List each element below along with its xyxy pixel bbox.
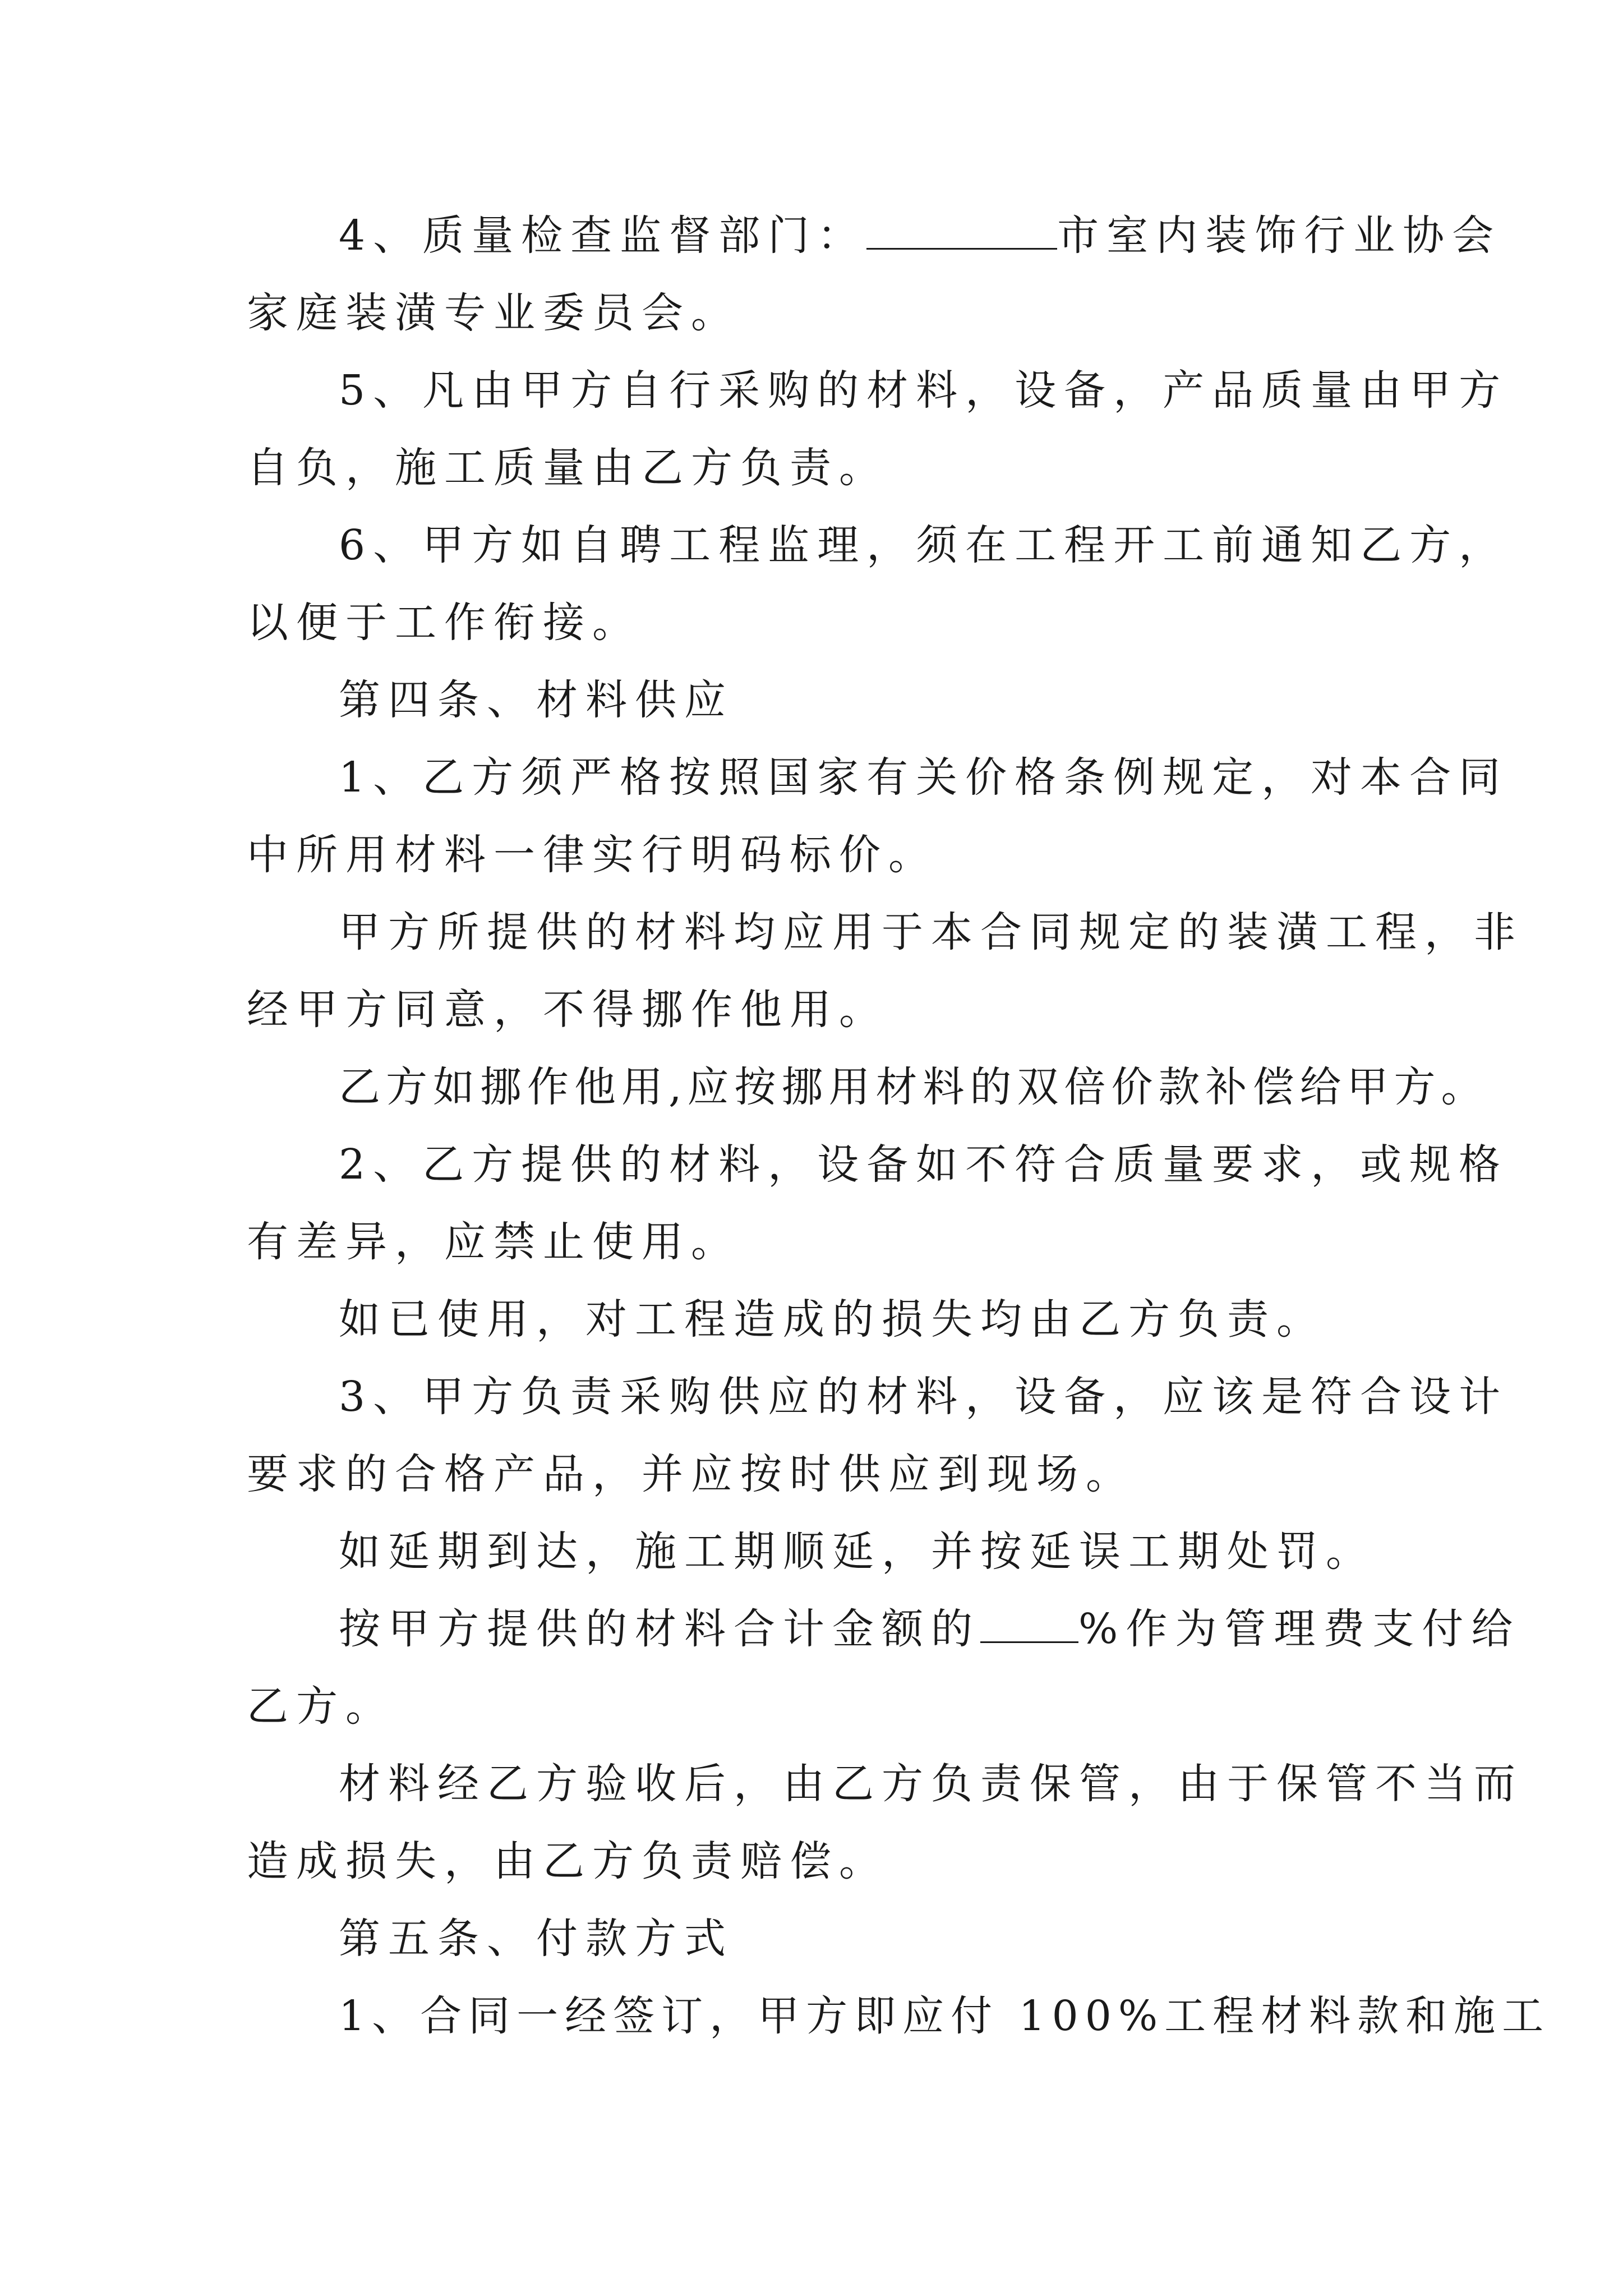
art4-para-c: 如已使用，对工程造成的损失均由乙方负责。	[339, 1295, 1326, 1343]
art4-para-a-line-2: 经甲方同意，不得挪作他用。	[247, 986, 888, 1034]
clause-4-line-1	[339, 209, 1501, 263]
art4-para-e-text-b: %作为管理费支付给	[1078, 1605, 1521, 1653]
clause-5-line-1: 5、凡由甲方自行采购的材料，设备，产品质量由甲方	[339, 366, 1509, 415]
clause-6-line-2: 以便于工作衔接。	[247, 599, 642, 647]
art4-clause-2-line-2: 有差异，应禁止使用。	[247, 1218, 740, 1266]
fill-in-blank-percent	[980, 1605, 1078, 1643]
article-5-heading: 第五条、付款方式	[339, 1915, 734, 1963]
art4-para-f-line-2: 造成损失，由乙方负责赔偿。	[247, 1837, 888, 1885]
clause-4-text-a: 4、质量检查监督部门：	[339, 211, 867, 260]
art4-clause-2-line-1: 2、乙方提供的材料，设备如不符合质量要求，或规格	[339, 1140, 1509, 1189]
art5-clause-1-line-1: 1、合同一经签订，甲方即应付 100%工程材料款和施工	[339, 1992, 1551, 2040]
clause-5-line-2: 自负，施工质量由乙方负责。	[247, 444, 888, 492]
art4-para-f-line-1: 材料经乙方验收后，由乙方负责保管，由于保管不当而	[339, 1760, 1523, 1808]
clause-4-text-b: 市室内装饰行业协会	[1057, 211, 1502, 260]
art4-para-e-line-1	[339, 1602, 1520, 1656]
art4-para-e-line-2: 乙方。	[247, 1682, 395, 1731]
clause-6-line-1: 6、甲方如自聘工程监理，须在工程开工前通知乙方，	[339, 521, 1509, 569]
art4-para-e-text-a: 按甲方提供的材料合计金额的	[339, 1605, 980, 1653]
art4-clause-3-line-1: 3、甲方负责采购供应的材料，设备，应该是符合设计	[339, 1373, 1509, 1421]
art4-clause-3-line-2: 要求的合格产品，并应按时供应到现场。	[247, 1450, 1135, 1498]
article-4-heading: 第四条、材料供应	[339, 676, 734, 724]
clause-4-line-2: 家庭装潢专业委员会。	[247, 289, 740, 337]
fill-in-blank-city	[866, 212, 1057, 250]
art4-clause-1-line-2: 中所用材料一律实行明码标价。	[247, 831, 938, 879]
art4-para-d: 如延期到达，施工期顺延，并按延误工期处罚。	[339, 1527, 1375, 1576]
art4-para-b: 乙方如挪作他用,应按挪用材料的双倍价款补偿给甲方。	[339, 1063, 1488, 1111]
art4-clause-1-line-1: 1、乙方须严格按照国家有关价格条例规定，对本合同	[339, 753, 1509, 802]
art4-para-a-line-1: 甲方所提供的材料均应用于本合同规定的装潢工程，非	[339, 908, 1523, 956]
